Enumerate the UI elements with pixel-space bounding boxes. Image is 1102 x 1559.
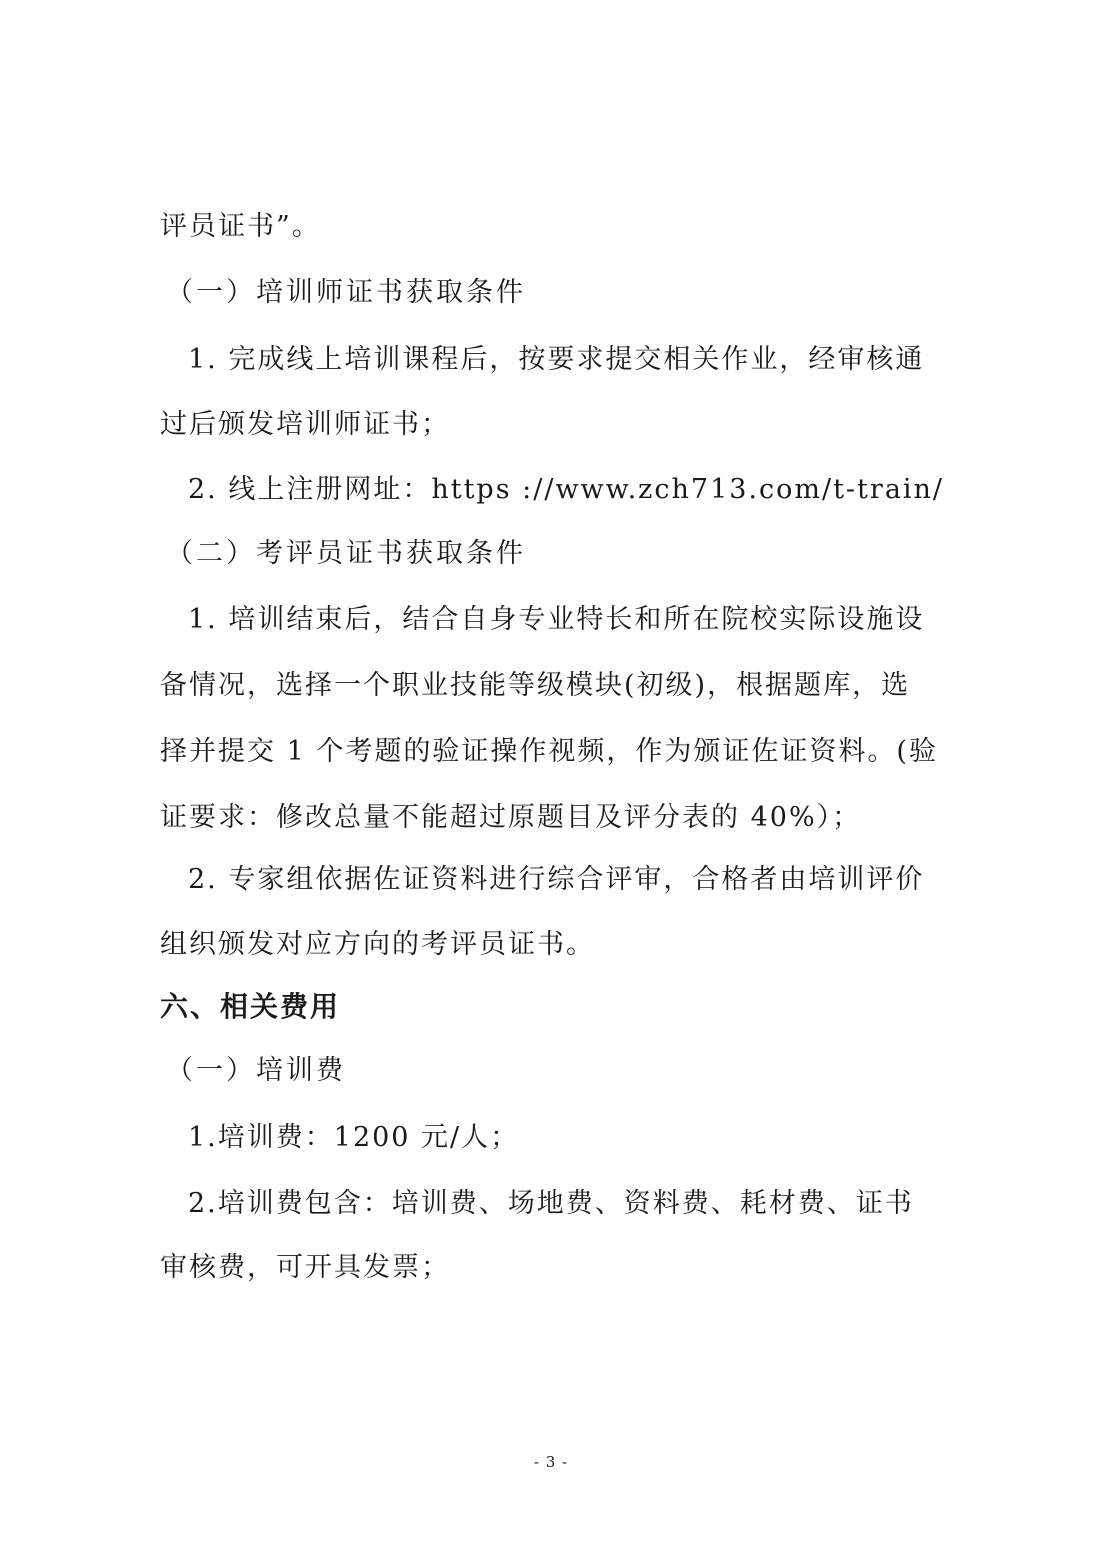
assessor-cert-item1-line2: 备情况，选择一个职业技能等级模块(初级)，根据题库，选 <box>160 670 911 701</box>
continuation-text: 评员证书”。 <box>160 211 321 242</box>
trainer-cert-heading: （一）培训师证书获取条件 <box>166 277 526 308</box>
training-fee-item2-line2: 审核费，可开具发票； <box>160 1252 450 1283</box>
trainer-cert-item1-line1: 1. 完成线上培训课程后，按要求提交相关作业，经审核通 <box>188 344 925 375</box>
training-fee-heading: （一）培训费 <box>166 1055 346 1086</box>
assessor-cert-heading: （二）考评员证书获取条件 <box>166 538 526 569</box>
registration-url-line: 2. 线上注册网址：https ://www.zch713.com/t-train/ <box>188 474 945 505</box>
training-fee-item2-line1: 2.培训费包含：培训费、场地费、资料费、耗材费、证书 <box>188 1188 914 1219</box>
training-fee-item1: 1.培训费：1200 元/人； <box>188 1122 520 1153</box>
page-number: - 3 - <box>533 1453 569 1471</box>
assessor-cert-item1-line4: 证要求：修改总量不能超过原题目及评分表的 40%）； <box>160 802 862 833</box>
assessor-cert-item1-line3: 择并提交 1 个考题的验证操作视频，作为颁证佐证资料。(验 <box>160 736 938 767</box>
assessor-cert-item2-line2: 组织颁发对应方向的考评员证书。 <box>160 929 595 960</box>
assessor-cert-item2-line1: 2. 专家组依据佐证资料进行综合评审，合格者由培训评价 <box>188 864 925 895</box>
fees-section-heading: 六、相关费用 <box>160 990 341 1023</box>
assessor-cert-item1-line1: 1. 培训结束后，结合自身专业特长和所在院校实际设施设 <box>188 604 925 635</box>
trainer-cert-item1-line2: 过后颁发培训师证书； <box>160 409 450 440</box>
